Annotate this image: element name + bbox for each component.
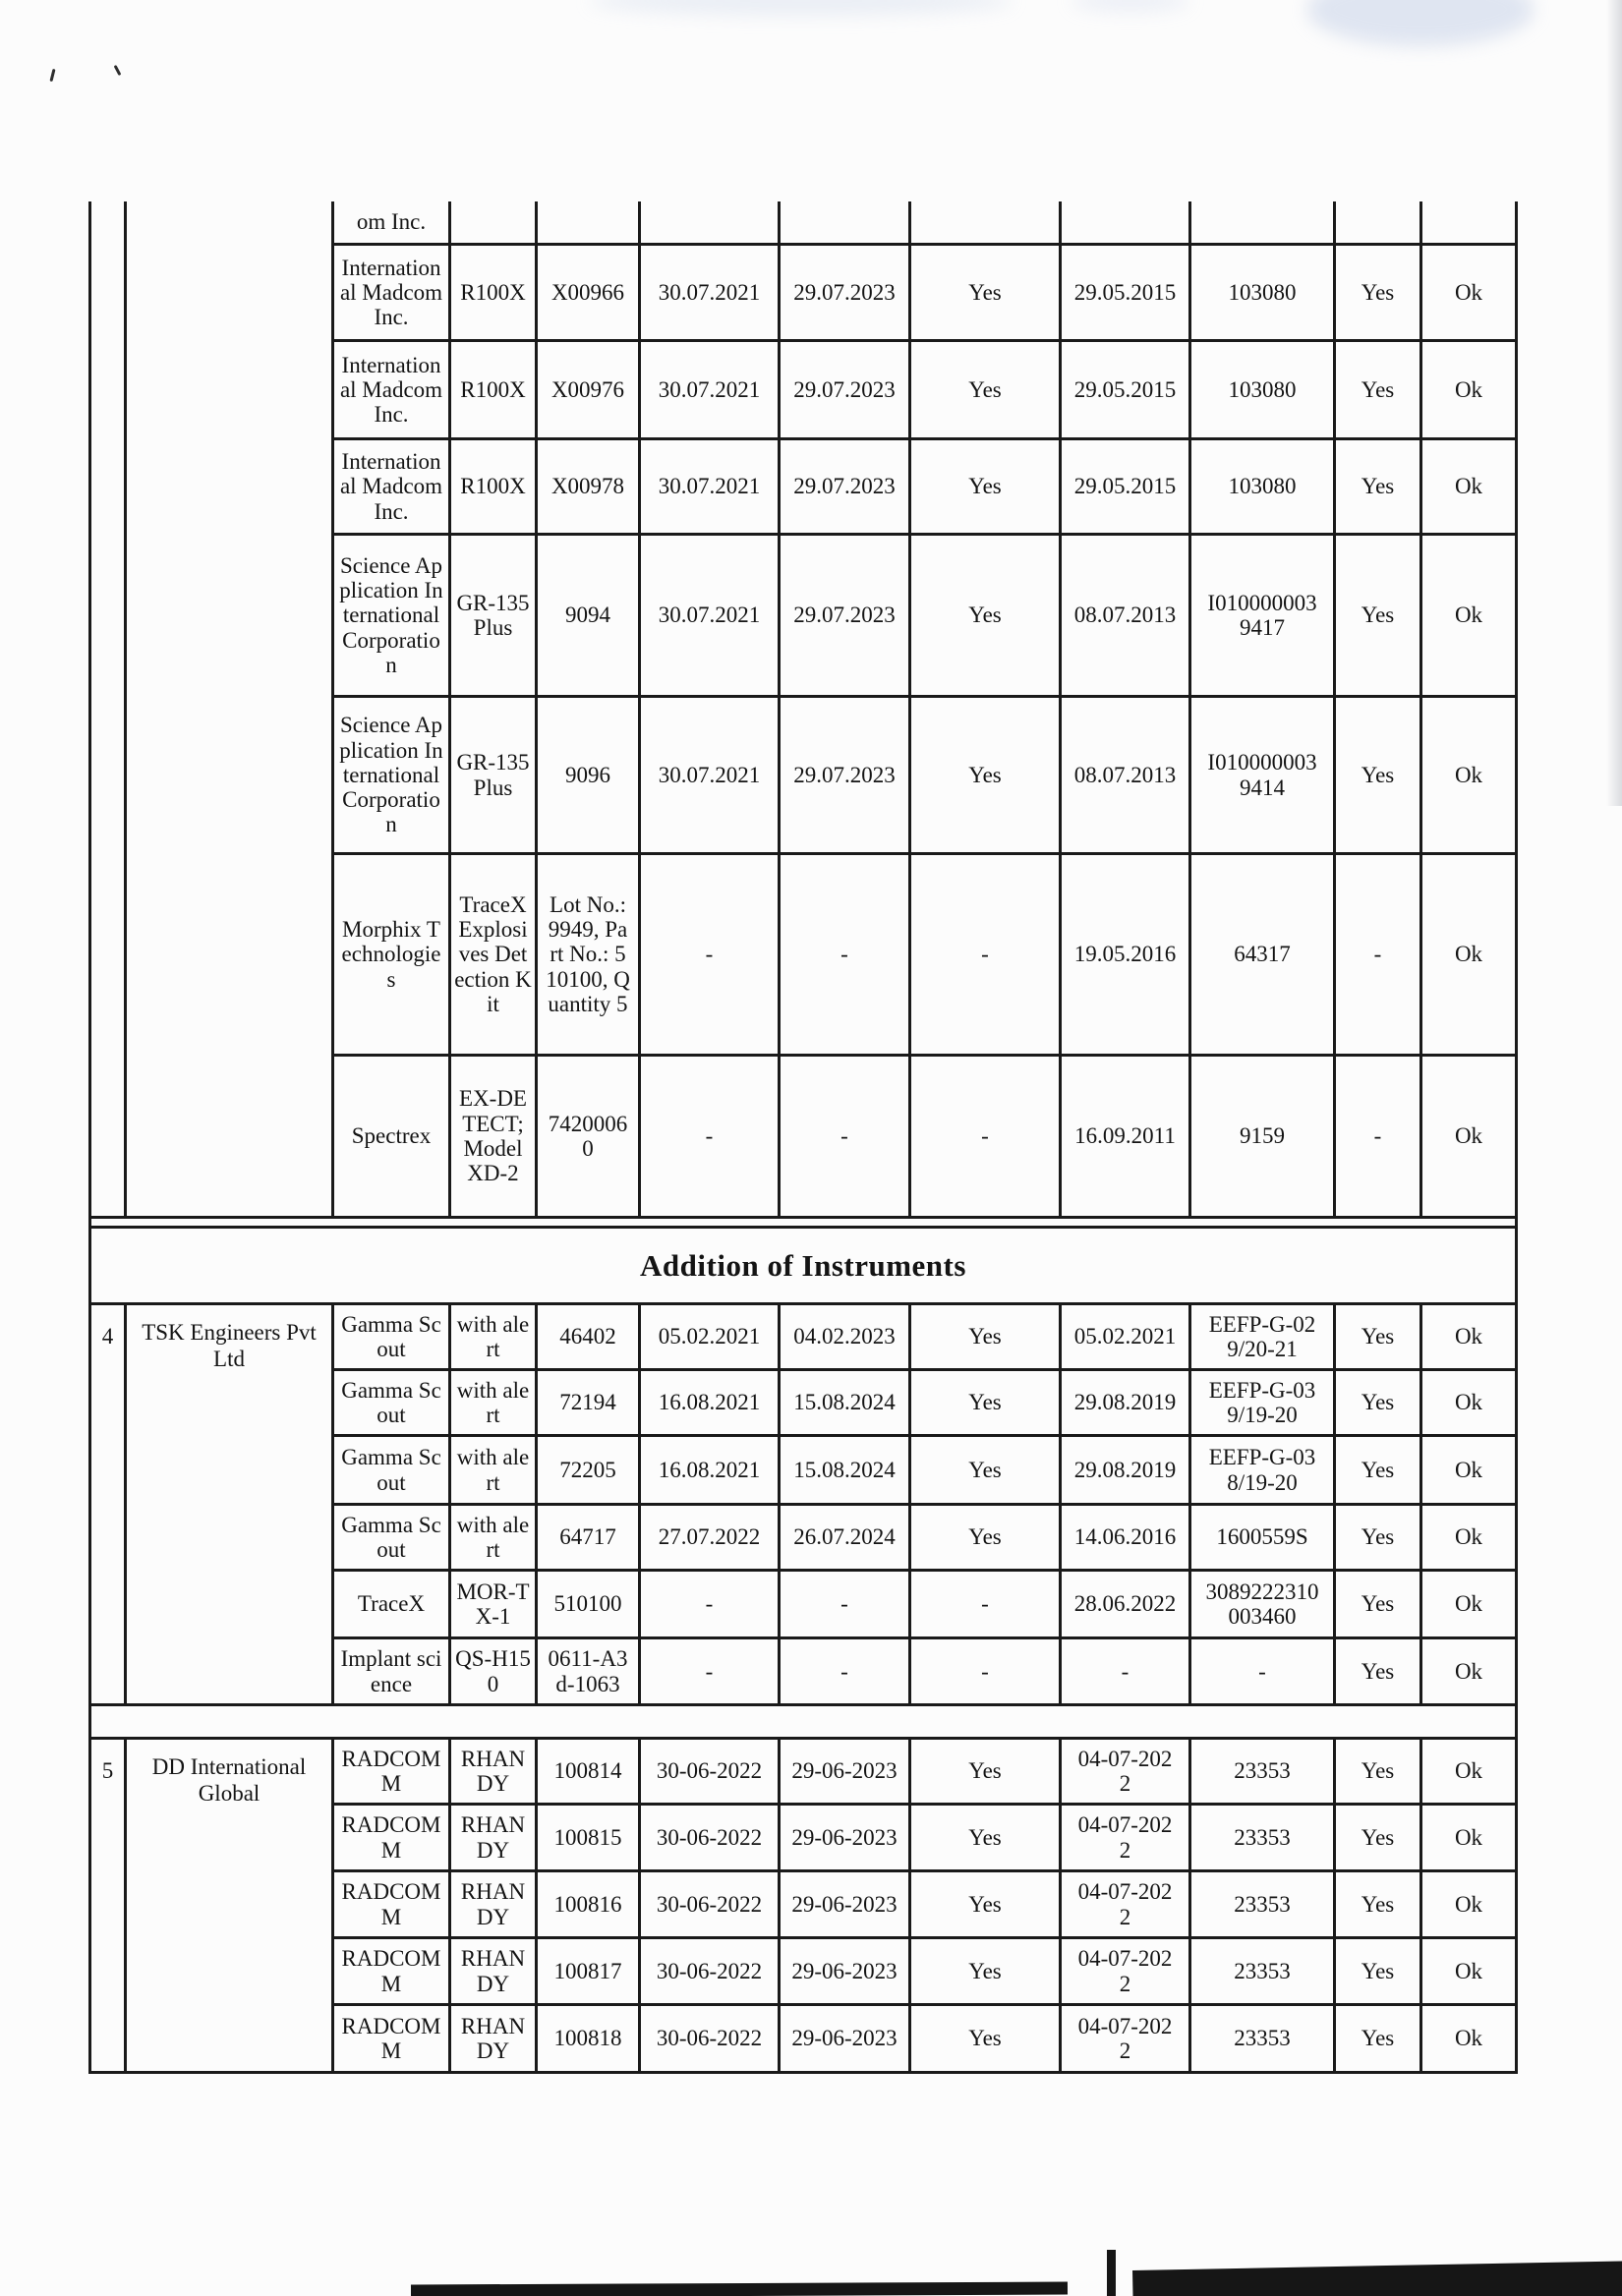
table-cell: 72205 <box>538 1437 641 1503</box>
table-cell: 04-07-2022 <box>1062 1939 1191 2003</box>
table-cell: Yes <box>1336 1305 1422 1368</box>
table-cell: 29.07.2023 <box>781 246 911 339</box>
table-cell: Gamma Scout <box>334 1437 451 1503</box>
table-cell: 100815 <box>538 1806 641 1869</box>
table-cell: EEFP-G-039/19-20 <box>1191 1371 1336 1434</box>
table-cell: Yes <box>1336 1506 1422 1569</box>
table-cell: 64717 <box>538 1506 641 1569</box>
table-cell: Ok <box>1422 440 1518 533</box>
table-cell: 3089222310003460 <box>1191 1572 1336 1636</box>
table-cell: 30-06-2022 <box>641 2006 781 2071</box>
table-row <box>334 855 1518 1057</box>
table-cell: 14.06.2016 <box>1062 1506 1191 1569</box>
table-cell: Yes <box>1336 1740 1422 1803</box>
table-cell: 04-07-2022 <box>1062 1872 1191 1936</box>
table-cell: Yes <box>911 1305 1062 1368</box>
table-cell: 23353 <box>1191 1939 1336 2003</box>
table-cell: 29-06-2023 <box>781 1806 911 1869</box>
table-cell: Yes <box>911 1371 1062 1434</box>
rows-column <box>334 1305 1518 1703</box>
table-cell <box>1422 201 1518 243</box>
table-cell: 30.07.2021 <box>641 536 781 695</box>
table-cell: 9096 <box>538 698 641 852</box>
table-cell: R100X <box>451 440 538 533</box>
table-cell: om Inc. <box>334 201 451 243</box>
table-cell: with alert <box>451 1305 538 1368</box>
table-cell: Gamma Scout <box>334 1371 451 1434</box>
table-row <box>334 201 1518 246</box>
table-cell: 08.07.2013 <box>1062 698 1191 852</box>
table-cell: EEFP-G-038/19-20 <box>1191 1437 1336 1503</box>
table-cell: Yes <box>911 1806 1062 1869</box>
table-cell: RHANDY <box>451 1806 538 1869</box>
table-cell: RADCOMM <box>334 1806 451 1869</box>
table-row <box>334 698 1518 855</box>
table-cell: 510100 <box>538 1572 641 1636</box>
table-cell: 100816 <box>538 1872 641 1936</box>
table-cell: Spectrex <box>334 1057 451 1216</box>
table-cell: - <box>781 855 911 1054</box>
table-cell: Yes <box>1336 1371 1422 1434</box>
table-cell: 103080 <box>1191 440 1336 533</box>
table-cell <box>1336 201 1422 243</box>
table-cell: Yes <box>911 1939 1062 2003</box>
table-row <box>334 1371 1518 1437</box>
table-cell: 29.05.2015 <box>1062 440 1191 533</box>
table-cell: Ok <box>1422 1437 1518 1503</box>
table-cell: 29.07.2023 <box>781 440 911 533</box>
table-cell: 30.07.2021 <box>641 246 781 339</box>
table-cell: Yes <box>1336 536 1422 695</box>
table-cell: 15.08.2024 <box>781 1437 911 1503</box>
table-cell: X00976 <box>538 342 641 437</box>
table-cell: Yes <box>1336 1639 1422 1703</box>
table-cell: International Madcom Inc. <box>334 246 451 339</box>
table-cell: 64317 <box>1191 855 1336 1054</box>
table-row <box>334 1639 1518 1703</box>
table-cell: 05.02.2021 <box>1062 1305 1191 1368</box>
table-row <box>334 440 1518 536</box>
table-cell: Ok <box>1422 1305 1518 1368</box>
table-cell: RHANDY <box>451 1872 538 1936</box>
table-row <box>334 1806 1518 1872</box>
table-cell <box>1062 201 1191 243</box>
section-title: Addition of Instruments <box>91 1229 1518 1305</box>
table-cell: Ok <box>1422 1572 1518 1636</box>
table-cell <box>1191 201 1336 243</box>
table-cell: Ok <box>1422 1806 1518 1869</box>
table-cell <box>451 201 538 243</box>
table-cell: 29.08.2019 <box>1062 1371 1191 1434</box>
table-cell: 103080 <box>1191 246 1336 339</box>
table-cell: Yes <box>911 1506 1062 1569</box>
table-cell: Ok <box>1422 1639 1518 1703</box>
table-cell: - <box>641 1639 781 1703</box>
table-cell: 23353 <box>1191 1740 1336 1803</box>
table-cell: RADCOMM <box>334 2006 451 2071</box>
firm-section <box>91 1305 1518 1706</box>
table-cell: with alert <box>451 1371 538 1434</box>
table-cell: 9094 <box>538 536 641 695</box>
serial-number-cell: 4 <box>91 1305 127 1703</box>
empty-row <box>91 1706 1518 1740</box>
table-cell: - <box>641 1057 781 1216</box>
firm-name-cell: DD International Global <box>127 1740 334 2071</box>
table-cell: - <box>1336 1057 1422 1216</box>
table-cell: X00966 <box>538 246 641 339</box>
table-row <box>334 1740 1518 1806</box>
table-cell: Yes <box>1336 2006 1422 2071</box>
table-cell: - <box>781 1572 911 1636</box>
table-cell: International Madcom Inc. <box>334 440 451 533</box>
table-cell: TraceX Explosives Detection Kit <box>451 855 538 1054</box>
table-cell: 29-06-2023 <box>781 1872 911 1936</box>
table-cell: - <box>641 1572 781 1636</box>
table-cell: International Madcom Inc. <box>334 342 451 437</box>
table-cell: 04-07-2022 <box>1062 1740 1191 1803</box>
pen-mark-artifact <box>49 69 55 82</box>
scan-artifact-band <box>1132 2261 1622 2296</box>
table-cell: - <box>911 1572 1062 1636</box>
table-cell: 30-06-2022 <box>641 1939 781 2003</box>
table-cell: Ok <box>1422 246 1518 339</box>
table-cell: Yes <box>911 536 1062 695</box>
table-cell: Yes <box>1336 440 1422 533</box>
table-cell: Yes <box>911 342 1062 437</box>
table-cell: Yes <box>911 246 1062 339</box>
scan-edge-shadow <box>1606 0 1622 806</box>
table-cell: Implant science <box>334 1639 451 1703</box>
table-row <box>334 1872 1518 1939</box>
table-cell: Ok <box>1422 536 1518 695</box>
table-cell: X00978 <box>538 440 641 533</box>
table-cell: 16.08.2021 <box>641 1437 781 1503</box>
serial-number-cell <box>91 201 127 1216</box>
scan-smudge <box>1307 0 1534 46</box>
table-cell: Ok <box>1422 342 1518 437</box>
table-cell: Science Application International Corporation <box>334 698 451 852</box>
table-cell: Ok <box>1422 1872 1518 1936</box>
table-cell: with alert <box>451 1506 538 1569</box>
table-cell: RHANDY <box>451 1740 538 1803</box>
table-cell: QS-H150 <box>451 1639 538 1703</box>
table-cell: 15.08.2024 <box>781 1371 911 1434</box>
table-cell: Ok <box>1422 1506 1518 1569</box>
table-cell: 30-06-2022 <box>641 1872 781 1936</box>
scan-artifact-band <box>1107 2250 1116 2296</box>
table-cell: TraceX <box>334 1572 451 1636</box>
table-cell: Ok <box>1422 2006 1518 2071</box>
table-cell: - <box>781 1057 911 1216</box>
firm-name-cell: TSK Engineers Pvt Ltd <box>127 1305 334 1703</box>
table-cell: RHANDY <box>451 1939 538 2003</box>
table-cell: RADCOMM <box>334 1939 451 2003</box>
table-row <box>334 2006 1518 2071</box>
table-cell: 74200060 <box>538 1057 641 1216</box>
table-cell: 1600559S <box>1191 1506 1336 1569</box>
table-cell: 23353 <box>1191 1872 1336 1936</box>
table-cell: 29-06-2023 <box>781 2006 911 2071</box>
table-cell: 26.07.2024 <box>781 1506 911 1569</box>
table-cell: 30-06-2022 <box>641 1740 781 1803</box>
table-row <box>334 536 1518 698</box>
table-cell: Yes <box>1336 698 1422 852</box>
table-cell: Yes <box>1336 1872 1422 1936</box>
table-row <box>334 342 1518 440</box>
table-cell: 04-07-2022 <box>1062 1806 1191 1869</box>
table-cell: Ok <box>1422 1939 1518 2003</box>
table-cell: 08.07.2013 <box>1062 536 1191 695</box>
table-row <box>334 1057 1518 1216</box>
table-row <box>334 1437 1518 1506</box>
table-cell: Yes <box>1336 342 1422 437</box>
table-cell: RHANDY <box>451 2006 538 2071</box>
table-cell: - <box>911 1639 1062 1703</box>
table-cell: 19.05.2016 <box>1062 855 1191 1054</box>
table-cell: - <box>1191 1639 1336 1703</box>
table-cell: 30.07.2021 <box>641 440 781 533</box>
table-cell: RADCOMM <box>334 1740 451 1803</box>
table-cell: - <box>911 855 1062 1054</box>
scan-smudge <box>1072 0 1189 12</box>
table-cell: 29.07.2023 <box>781 536 911 695</box>
table-cell <box>911 201 1062 243</box>
double-rule <box>91 1219 1518 1229</box>
table-cell: 04.02.2023 <box>781 1305 911 1368</box>
table-cell: 46402 <box>538 1305 641 1368</box>
table-cell: Yes <box>1336 1437 1422 1503</box>
table-row <box>334 246 1518 342</box>
table-cell: Science Application International Corporation <box>334 536 451 695</box>
table-cell: Gamma Scout <box>334 1305 451 1368</box>
table-cell: 100818 <box>538 2006 641 2071</box>
table-cell: MOR-TX-1 <box>451 1572 538 1636</box>
table-cell: Yes <box>1336 1806 1422 1869</box>
rows-column <box>334 1740 1518 2071</box>
table-cell <box>781 201 911 243</box>
table-cell: Ok <box>1422 698 1518 852</box>
table-cell: 16.09.2011 <box>1062 1057 1191 1216</box>
serial-number-cell: 5 <box>91 1740 127 2071</box>
table-cell: Yes <box>911 1740 1062 1803</box>
scan-smudge <box>590 0 1013 16</box>
table-row <box>334 1572 1518 1639</box>
table-cell: 05.02.2021 <box>641 1305 781 1368</box>
table-cell: Yes <box>911 2006 1062 2071</box>
table-cell: 0611-A3d-1063 <box>538 1639 641 1703</box>
table-cell: Yes <box>911 1872 1062 1936</box>
table-cell: Yes <box>1336 1572 1422 1636</box>
table-cell <box>538 201 641 243</box>
table-cell: 29.05.2015 <box>1062 342 1191 437</box>
table-row <box>334 1305 1518 1371</box>
table-cell: R100X <box>451 246 538 339</box>
firm-section <box>91 201 1518 1219</box>
rows-column <box>334 201 1518 1216</box>
table-cell: Ok <box>1422 1057 1518 1216</box>
table-cell: R100X <box>451 342 538 437</box>
table-cell: Ok <box>1422 855 1518 1054</box>
table-cell: 30.07.2021 <box>641 342 781 437</box>
table-cell: GR-135 Plus <box>451 536 538 695</box>
table-cell: Lot No.: 9949, Part No.: 510100, Quantity 5 <box>538 855 641 1054</box>
table-row <box>334 1506 1518 1572</box>
table-cell: EX-DETECT; Model XD-2 <box>451 1057 538 1216</box>
firm-section <box>91 1740 1518 2074</box>
table-cell: 29.05.2015 <box>1062 246 1191 339</box>
table-cell: 27.07.2022 <box>641 1506 781 1569</box>
table-cell <box>641 201 781 243</box>
table-cell: Yes <box>1336 246 1422 339</box>
table-cell: RADCOMM <box>334 1872 451 1936</box>
table-cell: with alert <box>451 1437 538 1503</box>
scan-artifact-band <box>411 2282 1068 2296</box>
table-cell: 9159 <box>1191 1057 1336 1216</box>
table-cell: 23353 <box>1191 2006 1336 2071</box>
table-cell: 23353 <box>1191 1806 1336 1869</box>
table-cell: 29-06-2023 <box>781 1939 911 2003</box>
table-row <box>334 1939 1518 2006</box>
table-cell: 72194 <box>538 1371 641 1434</box>
table-cell: Morphix Technologies <box>334 855 451 1054</box>
table-cell: 29.08.2019 <box>1062 1437 1191 1503</box>
table-cell: I0100000039417 <box>1191 536 1336 695</box>
table-cell: 16.08.2021 <box>641 1371 781 1434</box>
table-cell: - <box>781 1639 911 1703</box>
table-cell: 29-06-2023 <box>781 1740 911 1803</box>
table-cell: EEFP-G-029/20-21 <box>1191 1305 1336 1368</box>
table-cell: I0100000039414 <box>1191 698 1336 852</box>
table-cell: - <box>911 1057 1062 1216</box>
firm-name-cell <box>127 201 334 1216</box>
table-cell: 100817 <box>538 1939 641 2003</box>
table-cell: 30.07.2021 <box>641 698 781 852</box>
table-cell: - <box>1062 1639 1191 1703</box>
table-cell: - <box>641 855 781 1054</box>
table-cell: 29.07.2023 <box>781 342 911 437</box>
table-cell: Yes <box>911 1437 1062 1503</box>
table-cell: 28.06.2022 <box>1062 1572 1191 1636</box>
table-cell: Yes <box>911 440 1062 533</box>
table-cell: 30-06-2022 <box>641 1806 781 1869</box>
table-cell: 04-07-2022 <box>1062 2006 1191 2071</box>
table-cell: Ok <box>1422 1371 1518 1434</box>
instrument-register-table <box>88 201 1518 2074</box>
table-cell: - <box>1336 855 1422 1054</box>
table-cell: Yes <box>1336 1939 1422 2003</box>
table-cell: 29.07.2023 <box>781 698 911 852</box>
table-cell: 103080 <box>1191 342 1336 437</box>
table-cell: Ok <box>1422 1740 1518 1803</box>
table-cell: 100814 <box>538 1740 641 1803</box>
table-cell: GR-135 Plus <box>451 698 538 852</box>
table-cell: Yes <box>911 698 1062 852</box>
table-cell: Gamma Scout <box>334 1506 451 1569</box>
pen-mark-artifact <box>114 65 122 76</box>
